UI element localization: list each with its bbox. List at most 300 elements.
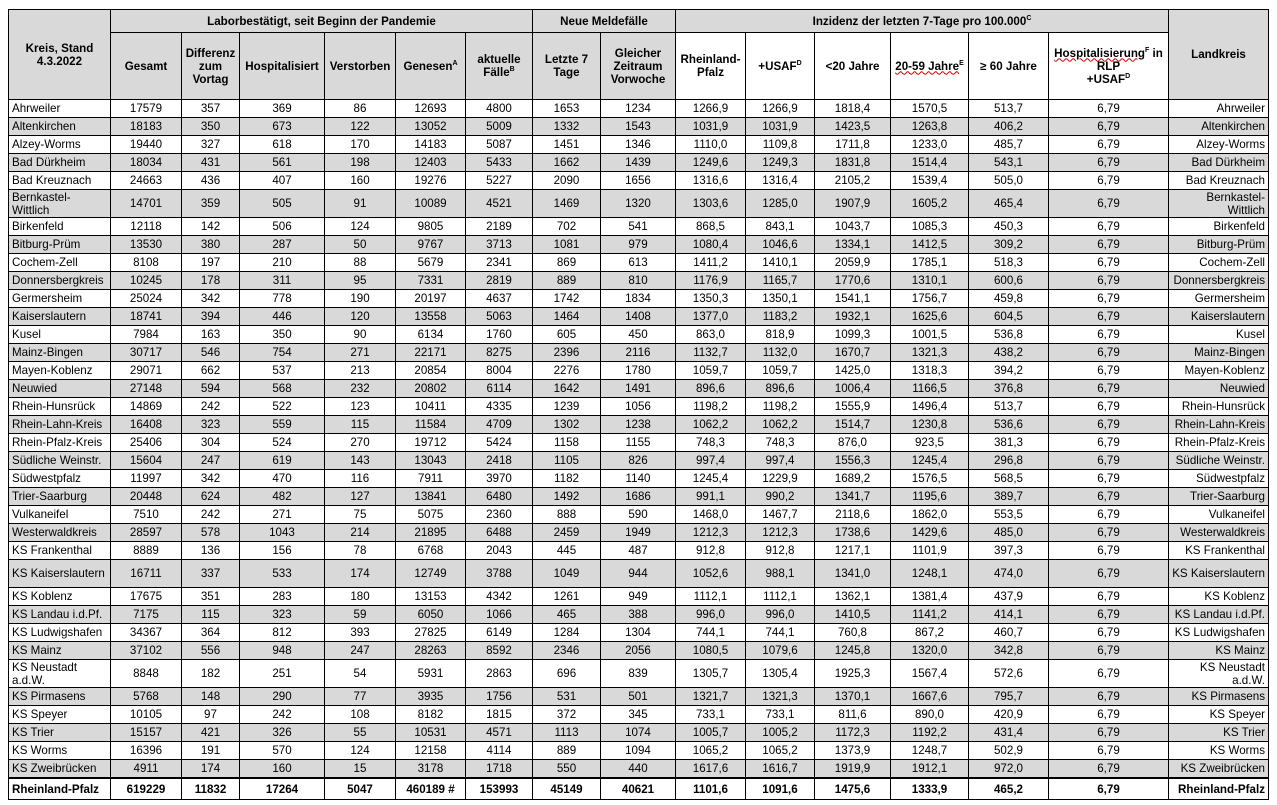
cell-hospitalisierung: 6,79	[1049, 154, 1169, 172]
cell-verstorben: 190	[325, 290, 396, 308]
cell-inzidenz-rlp: 1110,0	[676, 136, 746, 154]
cell-inzidenz-20-59: 1230,8	[891, 416, 969, 434]
cell-hospitalisiert: 283	[240, 588, 325, 606]
cell-inzidenz-60plus: 600,6	[969, 272, 1049, 290]
cell-letzte-7-tage: 702	[533, 218, 601, 236]
cell-genesen: 19712	[396, 434, 466, 452]
header-aktuelle-faelle: aktuelle Fälle$^B$	[466, 33, 533, 100]
cell-aktuelle-faelle: 1756	[466, 688, 533, 706]
cell-hospitalisierung: 6,79	[1049, 452, 1169, 470]
cell-aktuelle-faelle: 6149	[466, 624, 533, 642]
cell-inzidenz-20-59: 923,5	[891, 434, 969, 452]
cell-verstorben: 123	[325, 398, 396, 416]
cell-inzidenz-20-59: 1625,6	[891, 308, 969, 326]
cell-inzidenz-u20: 1475,6	[815, 778, 891, 800]
cell-hospitalisierung: 6,79	[1049, 236, 1169, 254]
cell-gesamt: 18183	[111, 118, 182, 136]
cell-inzidenz-usaf: 1249,3	[746, 154, 815, 172]
cell-inzidenz-usaf: 997,4	[746, 452, 815, 470]
cell-kreis: Kusel	[9, 326, 111, 344]
cell-inzidenz-20-59: 1141,2	[891, 606, 969, 624]
cell-inzidenz-20-59: 1192,2	[891, 724, 969, 742]
cell-letzte-7-tage: 2090	[533, 172, 601, 190]
cell-verstorben: 115	[325, 416, 396, 434]
cell-gesamt: 7510	[111, 506, 182, 524]
cell-inzidenz-20-59: 1195,6	[891, 488, 969, 506]
cell-hospitalisierung: 6,79	[1049, 606, 1169, 624]
cell-vorwoche: 1408	[601, 308, 676, 326]
cell-inzidenz-60plus: 518,3	[969, 254, 1049, 272]
table-row	[9, 542, 1269, 560]
cell-letzte-7-tage: 1662	[533, 154, 601, 172]
cell-landkreis: Bernkastel-Wittlich	[1169, 190, 1269, 218]
cell-genesen: 3935	[396, 688, 466, 706]
cell-inzidenz-20-59: 1667,6	[891, 688, 969, 706]
cell-genesen: 14183	[396, 136, 466, 154]
cell-verstorben: 124	[325, 742, 396, 760]
cell-vorwoche: 1320	[601, 190, 676, 218]
cell-hospitalisierung: 6,79	[1049, 118, 1169, 136]
cell-kreis: KS Landau i.d.Pf.	[9, 606, 111, 624]
cell-landkreis: Westerwaldkreis	[1169, 524, 1269, 542]
cell-hospitalisiert: 506	[240, 218, 325, 236]
cell-landkreis: Kusel	[1169, 326, 1269, 344]
table-row	[9, 416, 1269, 434]
cell-inzidenz-20-59: 1576,5	[891, 470, 969, 488]
cell-verstorben: 116	[325, 470, 396, 488]
cell-differenz: 115	[182, 606, 240, 624]
cell-inzidenz-usaf: 1350,1	[746, 290, 815, 308]
cell-differenz: 163	[182, 326, 240, 344]
cell-inzidenz-60plus: 459,8	[969, 290, 1049, 308]
cell-inzidenz-usaf: 1079,6	[746, 642, 815, 660]
cell-inzidenz-60plus: 485,7	[969, 136, 1049, 154]
cell-inzidenz-20-59: 1756,7	[891, 290, 969, 308]
cell-landkreis: Donnersbergkreis	[1169, 272, 1269, 290]
cell-letzte-7-tage: 888	[533, 506, 601, 524]
cell-inzidenz-rlp: 1266,9	[676, 100, 746, 118]
cell-hospitalisierung: 6,79	[1049, 642, 1169, 660]
cell-inzidenz-rlp: 1031,9	[676, 118, 746, 136]
cell-verstorben: 127	[325, 488, 396, 506]
cell-inzidenz-usaf: 1059,7	[746, 362, 815, 380]
cell-inzidenz-usaf: 912,8	[746, 542, 815, 560]
cell-kreis: Rhein-Pfalz-Kreis	[9, 434, 111, 452]
header-genesen: Genesen$^A$	[396, 33, 466, 100]
cell-differenz: 359	[182, 190, 240, 218]
cell-hospitalisiert: 251	[240, 660, 325, 688]
cell-landkreis: Mainz-Bingen	[1169, 344, 1269, 362]
cell-inzidenz-20-59: 1248,7	[891, 742, 969, 760]
cell-landkreis: Altenkirchen	[1169, 118, 1269, 136]
cell-aktuelle-faelle: 5424	[466, 434, 533, 452]
cell-differenz: 662	[182, 362, 240, 380]
cell-inzidenz-u20: 876,0	[815, 434, 891, 452]
cell-letzte-7-tage: 1653	[533, 100, 601, 118]
cell-inzidenz-usaf: 996,0	[746, 606, 815, 624]
cell-inzidenz-u20: 1373,9	[815, 742, 891, 760]
cell-vorwoche: 1656	[601, 172, 676, 190]
cell-inzidenz-rlp: 1245,4	[676, 470, 746, 488]
cell-kreis: Germersheim	[9, 290, 111, 308]
cell-hospitalisierung: 6,79	[1049, 742, 1169, 760]
cell-gesamt: 16408	[111, 416, 182, 434]
cell-inzidenz-u20: 1818,4	[815, 100, 891, 118]
cell-inzidenz-usaf: 1046,6	[746, 236, 815, 254]
cell-aktuelle-faelle: 6480	[466, 488, 533, 506]
cell-inzidenz-60plus: 376,8	[969, 380, 1049, 398]
cell-aktuelle-faelle: 1815	[466, 706, 533, 724]
cell-hospitalisiert: 505	[240, 190, 325, 218]
cell-kreis: Südwestpfalz	[9, 470, 111, 488]
cell-inzidenz-60plus: 406,2	[969, 118, 1049, 136]
cell-hospitalisiert: 559	[240, 416, 325, 434]
cell-verstorben: 232	[325, 380, 396, 398]
cell-gesamt: 29071	[111, 362, 182, 380]
cell-inzidenz-usaf: 1031,9	[746, 118, 815, 136]
cell-inzidenz-60plus: 474,0	[969, 560, 1049, 588]
cell-kreis: Bitburg-Prüm	[9, 236, 111, 254]
cell-verstorben: 50	[325, 236, 396, 254]
cell-inzidenz-20-59: 1570,5	[891, 100, 969, 118]
cell-aktuelle-faelle: 5009	[466, 118, 533, 136]
cell-differenz: 182	[182, 660, 240, 688]
cell-landkreis: KS Trier	[1169, 724, 1269, 742]
cell-inzidenz-rlp: 1052,6	[676, 560, 746, 588]
cell-letzte-7-tage: 531	[533, 688, 601, 706]
cell-inzidenz-20-59: 1567,4	[891, 660, 969, 688]
cell-kreis: KS Zweibrücken	[9, 760, 111, 779]
cell-kreis: KS Pirmasens	[9, 688, 111, 706]
cell-gesamt: 25406	[111, 434, 182, 452]
cell-inzidenz-usaf: 1183,2	[746, 308, 815, 326]
cell-kreis: Ahrweiler	[9, 100, 111, 118]
cell-inzidenz-rlp: 1080,5	[676, 642, 746, 660]
cell-hospitalisiert: 17264	[240, 778, 325, 800]
cell-hospitalisiert: 470	[240, 470, 325, 488]
cell-landkreis: KS Ludwigshafen	[1169, 624, 1269, 642]
header-inzidenz-20-59: 20-59 Jahre$^E$	[891, 33, 969, 100]
table-row	[9, 760, 1269, 779]
cell-inzidenz-usaf: 1165,7	[746, 272, 815, 290]
cell-vorwoche: 501	[601, 688, 676, 706]
cell-letzte-7-tage: 1332	[533, 118, 601, 136]
cell-inzidenz-usaf: 1212,3	[746, 524, 815, 542]
cell-differenz: 421	[182, 724, 240, 742]
cell-inzidenz-usaf: 1112,1	[746, 588, 815, 606]
cell-differenz: 380	[182, 236, 240, 254]
cell-genesen: 6134	[396, 326, 466, 344]
cell-inzidenz-usaf: 1198,2	[746, 398, 815, 416]
cell-kreis: Trier-Saarburg	[9, 488, 111, 506]
cell-inzidenz-u20: 2105,2	[815, 172, 891, 190]
cell-inzidenz-60plus: 972,0	[969, 760, 1049, 779]
cell-hospitalisiert: 537	[240, 362, 325, 380]
cell-hospitalisierung: 6,79	[1049, 488, 1169, 506]
cell-gesamt: 14869	[111, 398, 182, 416]
cell-differenz: 594	[182, 380, 240, 398]
cell-verstorben: 91	[325, 190, 396, 218]
cell-landkreis: KS Worms	[1169, 742, 1269, 760]
cell-letzte-7-tage: 2459	[533, 524, 601, 542]
cell-aktuelle-faelle: 4800	[466, 100, 533, 118]
table-row	[9, 380, 1269, 398]
cell-inzidenz-u20: 1341,0	[815, 560, 891, 588]
cell-aktuelle-faelle: 6488	[466, 524, 533, 542]
cell-letzte-7-tage: 2276	[533, 362, 601, 380]
cell-landkreis: Neuwied	[1169, 380, 1269, 398]
cell-inzidenz-20-59: 1381,4	[891, 588, 969, 606]
cell-inzidenz-20-59: 1321,3	[891, 344, 969, 362]
cell-genesen: 22171	[396, 344, 466, 362]
cell-gesamt: 16711	[111, 560, 182, 588]
cell-verstorben: 86	[325, 100, 396, 118]
cell-inzidenz-60plus: 437,9	[969, 588, 1049, 606]
cell-inzidenz-usaf: 744,1	[746, 624, 815, 642]
cell-genesen: 7911	[396, 470, 466, 488]
cell-inzidenz-rlp: 1212,3	[676, 524, 746, 542]
cell-verstorben: 108	[325, 706, 396, 724]
table-row	[9, 190, 1269, 218]
cell-inzidenz-rlp: 1065,2	[676, 742, 746, 760]
table-body	[9, 100, 1269, 800]
cell-inzidenz-u20: 1423,5	[815, 118, 891, 136]
cell-hospitalisierung: 6,79	[1049, 542, 1169, 560]
cell-genesen: 20802	[396, 380, 466, 398]
cell-genesen: 6050	[396, 606, 466, 624]
cell-kreis: KS Ludwigshafen	[9, 624, 111, 642]
cell-kreis: KS Koblenz	[9, 588, 111, 606]
cell-inzidenz-usaf: 1109,8	[746, 136, 815, 154]
cell-aktuelle-faelle: 4637	[466, 290, 533, 308]
cell-kreis: KS Kaiserslautern	[9, 560, 111, 588]
cell-letzte-7-tage: 1492	[533, 488, 601, 506]
cell-differenz: 578	[182, 524, 240, 542]
cell-inzidenz-rlp: 1198,2	[676, 398, 746, 416]
cell-inzidenz-u20: 760,8	[815, 624, 891, 642]
cell-vorwoche: 487	[601, 542, 676, 560]
cell-inzidenz-u20: 1099,3	[815, 326, 891, 344]
header-hospitalisierung: Hospitalisierung$^F$ in RLP $+USAF^D$	[1049, 33, 1169, 100]
cell-hospitalisierung: 6,79	[1049, 172, 1169, 190]
header-vorwoche: Gleicher Zeitraum Vorwoche	[601, 33, 676, 100]
cell-kreis: Vulkaneifel	[9, 506, 111, 524]
cell-inzidenz-60plus: 420,9	[969, 706, 1049, 724]
cell-gesamt: 17675	[111, 588, 182, 606]
cell-inzidenz-20-59: 1085,3	[891, 218, 969, 236]
cell-aktuelle-faelle: 4342	[466, 588, 533, 606]
cell-kreis: Südliche Weinstr.	[9, 452, 111, 470]
cell-letzte-7-tage: 1642	[533, 380, 601, 398]
cell-genesen: 12749	[396, 560, 466, 588]
cell-gesamt: 7175	[111, 606, 182, 624]
cell-kreis: Alzey-Worms	[9, 136, 111, 154]
cell-aktuelle-faelle: 5433	[466, 154, 533, 172]
table-row	[9, 254, 1269, 272]
cell-inzidenz-rlp: 896,6	[676, 380, 746, 398]
cell-gesamt: 4911	[111, 760, 182, 779]
header-kreis-stand: Kreis, Stand 4.3.2022	[9, 10, 111, 100]
cell-verstorben: 270	[325, 434, 396, 452]
cell-vorwoche: 944	[601, 560, 676, 588]
cell-inzidenz-20-59: 1412,5	[891, 236, 969, 254]
cell-hospitalisierung: 6,79	[1049, 624, 1169, 642]
cell-inzidenz-20-59: 1496,4	[891, 398, 969, 416]
table-row	[9, 624, 1269, 642]
cell-landkreis: Trier-Saarburg	[1169, 488, 1269, 506]
cell-genesen: 10411	[396, 398, 466, 416]
cell-gesamt: 8889	[111, 542, 182, 560]
cell-hospitalisiert: 524	[240, 434, 325, 452]
cell-verstorben: 271	[325, 344, 396, 362]
cell-hospitalisiert: 522	[240, 398, 325, 416]
cell-inzidenz-usaf: 1316,4	[746, 172, 815, 190]
cell-kreis: Altenkirchen	[9, 118, 111, 136]
cell-vorwoche: 1056	[601, 398, 676, 416]
cell-aktuelle-faelle: 8004	[466, 362, 533, 380]
cell-inzidenz-60plus: 394,2	[969, 362, 1049, 380]
cell-differenz: 364	[182, 624, 240, 642]
cell-verstorben: 124	[325, 218, 396, 236]
cell-hospitalisierung: 6,79	[1049, 470, 1169, 488]
cell-differenz: 304	[182, 434, 240, 452]
cell-verstorben: 59	[325, 606, 396, 624]
cell-differenz: 624	[182, 488, 240, 506]
cell-verstorben: 180	[325, 588, 396, 606]
cell-differenz: 136	[182, 542, 240, 560]
cell-landkreis: KS Kaiserslautern	[1169, 560, 1269, 588]
cell-inzidenz-rlp: 1303,6	[676, 190, 746, 218]
cell-inzidenz-rlp: 1249,6	[676, 154, 746, 172]
cell-inzidenz-60plus: 505,0	[969, 172, 1049, 190]
cell-inzidenz-60plus: 397,3	[969, 542, 1049, 560]
cell-hospitalisierung: 6,79	[1049, 760, 1169, 779]
cell-genesen: 10531	[396, 724, 466, 742]
cell-inzidenz-60plus: 485,0	[969, 524, 1049, 542]
cell-hospitalisiert: 350	[240, 326, 325, 344]
cell-landkreis: KS Zweibrücken	[1169, 760, 1269, 779]
cell-aktuelle-faelle: 5087	[466, 136, 533, 154]
cell-kreis: Westerwaldkreis	[9, 524, 111, 542]
cell-inzidenz-60plus: 604,5	[969, 308, 1049, 326]
cell-genesen: 12693	[396, 100, 466, 118]
cell-inzidenz-60plus: 438,2	[969, 344, 1049, 362]
cell-kreis: Rheinland-Pfalz	[9, 778, 111, 800]
cell-hospitalisiert: 326	[240, 724, 325, 742]
cell-differenz: 394	[182, 308, 240, 326]
cell-inzidenz-20-59: 1001,5	[891, 326, 969, 344]
cell-hospitalisierung: 6,79	[1049, 190, 1169, 218]
cell-inzidenz-u20: 1172,3	[815, 724, 891, 742]
cell-inzidenz-rlp: 1350,3	[676, 290, 746, 308]
cell-inzidenz-usaf: 748,3	[746, 434, 815, 452]
cell-hospitalisiert: 160	[240, 760, 325, 779]
cell-hospitalisierung: 6,79	[1049, 706, 1169, 724]
cell-inzidenz-u20: 1831,8	[815, 154, 891, 172]
cell-landkreis: Cochem-Zell	[1169, 254, 1269, 272]
cell-inzidenz-20-59: 867,2	[891, 624, 969, 642]
cell-landkreis: Südliche Weinstr.	[1169, 452, 1269, 470]
cell-verstorben: 214	[325, 524, 396, 542]
table-row	[9, 434, 1269, 452]
cell-inzidenz-usaf: 1285,0	[746, 190, 815, 218]
cell-landkreis: Rheinland-Pfalz	[1169, 778, 1269, 800]
cell-landkreis: KS Speyer	[1169, 706, 1269, 724]
table-row	[9, 362, 1269, 380]
cell-aktuelle-faelle: 2360	[466, 506, 533, 524]
cell-inzidenz-u20: 1932,1	[815, 308, 891, 326]
cell-inzidenz-usaf: 1005,2	[746, 724, 815, 742]
cell-inzidenz-u20: 1555,9	[815, 398, 891, 416]
cell-hospitalisiert: 287	[240, 236, 325, 254]
cell-differenz: 174	[182, 760, 240, 779]
cell-differenz: 342	[182, 290, 240, 308]
cell-letzte-7-tage: 465	[533, 606, 601, 624]
cell-vorwoche: 388	[601, 606, 676, 624]
cell-hospitalisiert: 570	[240, 742, 325, 760]
cell-inzidenz-60plus: 536,8	[969, 326, 1049, 344]
cell-vorwoche: 590	[601, 506, 676, 524]
cell-hospitalisiert: 1043	[240, 524, 325, 542]
cell-inzidenz-rlp: 868,5	[676, 218, 746, 236]
cell-gesamt: 18741	[111, 308, 182, 326]
table-row	[9, 100, 1269, 118]
cell-inzidenz-20-59: 1310,1	[891, 272, 969, 290]
cell-inzidenz-60plus: 381,3	[969, 434, 1049, 452]
cell-differenz: 351	[182, 588, 240, 606]
cell-inzidenz-60plus: 513,7	[969, 100, 1049, 118]
cell-landkreis: Ahrweiler	[1169, 100, 1269, 118]
cell-inzidenz-u20: 1556,3	[815, 452, 891, 470]
cell-inzidenz-usaf: 818,9	[746, 326, 815, 344]
cell-inzidenz-60plus: 309,2	[969, 236, 1049, 254]
cell-gesamt: 15157	[111, 724, 182, 742]
cell-inzidenz-20-59: 1333,9	[891, 778, 969, 800]
cell-genesen: 9767	[396, 236, 466, 254]
cell-gesamt: 13530	[111, 236, 182, 254]
cell-inzidenz-20-59: 1912,1	[891, 760, 969, 779]
cell-genesen: 20854	[396, 362, 466, 380]
cell-landkreis: Vulkaneifel	[1169, 506, 1269, 524]
cell-gesamt: 12118	[111, 218, 182, 236]
cell-hospitalisierung: 6,79	[1049, 524, 1169, 542]
cell-verstorben: 54	[325, 660, 396, 688]
cell-hospitalisierung: 6,79	[1049, 362, 1169, 380]
cell-hospitalisiert: 156	[240, 542, 325, 560]
cell-inzidenz-20-59: 1245,4	[891, 452, 969, 470]
cell-inzidenz-u20: 1711,8	[815, 136, 891, 154]
header-differenz: Differenz zum Vortag	[182, 33, 240, 100]
cell-kreis: Donnersbergkreis	[9, 272, 111, 290]
cell-letzte-7-tage: 1239	[533, 398, 601, 416]
cell-genesen: 13558	[396, 308, 466, 326]
table-row	[9, 272, 1269, 290]
cell-vorwoche: 1074	[601, 724, 676, 742]
cell-aktuelle-faelle: 2043	[466, 542, 533, 560]
cell-kreis: KS Trier	[9, 724, 111, 742]
cell-hospitalisiert: 618	[240, 136, 325, 154]
cell-verstorben: 15	[325, 760, 396, 779]
table-row	[9, 344, 1269, 362]
incidence-table	[8, 9, 1269, 800]
cell-hospitalisiert: 533	[240, 560, 325, 588]
cell-vorwoche: 1304	[601, 624, 676, 642]
cell-inzidenz-rlp: 863,0	[676, 326, 746, 344]
cell-gesamt: 27148	[111, 380, 182, 398]
cell-verstorben: 143	[325, 452, 396, 470]
table-row	[9, 218, 1269, 236]
cell-letzte-7-tage: 372	[533, 706, 601, 724]
